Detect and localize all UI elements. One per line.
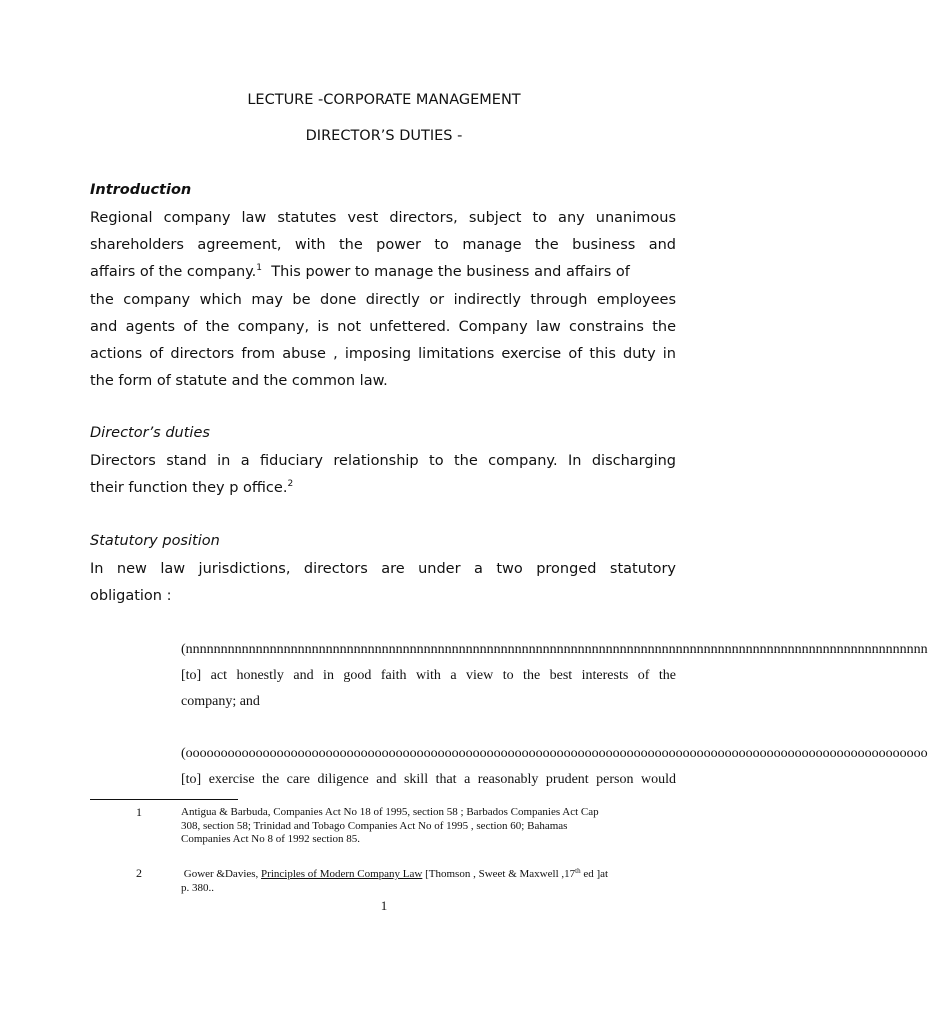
paragraph-line: actions of directors from abuse , imposing limitations exercise of this duty in: [90, 346, 676, 363]
paragraph-text: affairs of the company.: [90, 264, 257, 281]
directors-duties-paragraph: [90, 448, 676, 502]
introduction-heading: Introduction: [90, 182, 192, 198]
paragraph-line: Regional company law statutes vest directors, subject to any unanimous: [90, 210, 676, 226]
footnote-text: ed ]at: [580, 868, 609, 880]
obligation-item-2: [181, 741, 928, 793]
footnote-sup: th: [575, 867, 581, 875]
footnote-2: [181, 868, 681, 895]
paragraph-line: the company which may be done directly or indirectly through employees: [90, 291, 676, 308]
paragraph-line: obligation :: [90, 588, 172, 605]
statutory-position-heading: Statutory position: [90, 533, 220, 549]
footnote-ref-2[interactable]: 2: [287, 479, 294, 490]
paragraph-line: and agents of the company, is not unfettered. Company law constrains the: [90, 318, 676, 335]
statutory-position-paragraph: [90, 556, 676, 610]
list-marker-overflow: (nnnnnnnnnnnnnnnnnnnnnnnnnnnnnnnnnnnnnnnnnnnnnnnnnnnnnnnnnnnnnnnnnnnnnnnnnnnnnnnnnnnnnnnnnnnnnnnnnnnnnnnnnn: [181, 642, 928, 657]
footnote-1: [181, 806, 681, 847]
page-number: 1: [380, 898, 388, 913]
footnote-line: Antigua & Barbuda, Companies Act No 18 of 1995, section 58 ; Barbados Companies Act Cap: [181, 806, 599, 818]
footnote-number-1: 1: [136, 805, 142, 819]
paragraph-line: shareholders agreement, with the power to manage the business and: [90, 237, 676, 254]
footnote-number-2: 2: [136, 866, 142, 880]
paragraph-line: the form of statute and the common law.: [90, 373, 388, 390]
footnote-line: Companies Act No 8 of 1992 section 85.: [181, 833, 361, 845]
footnote-text: [Thomson , Sweet & Maxwell ,17: [422, 868, 576, 880]
footnote-line: 308, section 58; Trinidad and Tobago Companies Act No of 1995 , section 60; Bahamas: [181, 819, 568, 832]
obligation-item-1: [181, 637, 928, 715]
paragraph-text: This power to manage the business and affairs of: [262, 264, 630, 281]
lecture-subtitle: DIRECTOR’S DUTIES -: [305, 128, 463, 144]
paragraph-text: their function they p office.: [90, 480, 288, 497]
footnote-line: [181, 868, 681, 882]
list-line: [to] act honestly and in good faith with a view to the best interests of the: [181, 668, 676, 683]
paragraph-line: [90, 475, 676, 502]
footnote-book-title: Principles of Modern Company Law: [261, 868, 423, 880]
paragraph-line: Directors stand in a fiduciary relationship to the company. In discharging: [90, 453, 676, 469]
footnote-ref-1[interactable]: 1: [256, 263, 263, 274]
directors-duties-heading: Director’s duties: [90, 425, 210, 441]
introduction-paragraph: [90, 205, 676, 395]
footnote-text: Gower &Davies,: [181, 868, 262, 880]
list-line: company; and: [181, 694, 260, 709]
list-line: [to] exercise the care diligence and skill that a reasonably prudent person would: [181, 772, 676, 787]
list-marker-overflow: (oooooooooooooooooooooooooooooooooooooooooooooooooooooooooooooooooooooooooooooooooooooooooooooooooooooooooo: [181, 746, 928, 761]
footnote-line: p. 380..: [181, 881, 214, 894]
paragraph-line: In new law jurisdictions, directors are under a two pronged statutory: [90, 561, 676, 577]
paragraph-line: [90, 259, 676, 286]
footnote-separator: [90, 799, 238, 800]
lecture-title: LECTURE -CORPORATE MANAGEMENT: [247, 92, 521, 108]
